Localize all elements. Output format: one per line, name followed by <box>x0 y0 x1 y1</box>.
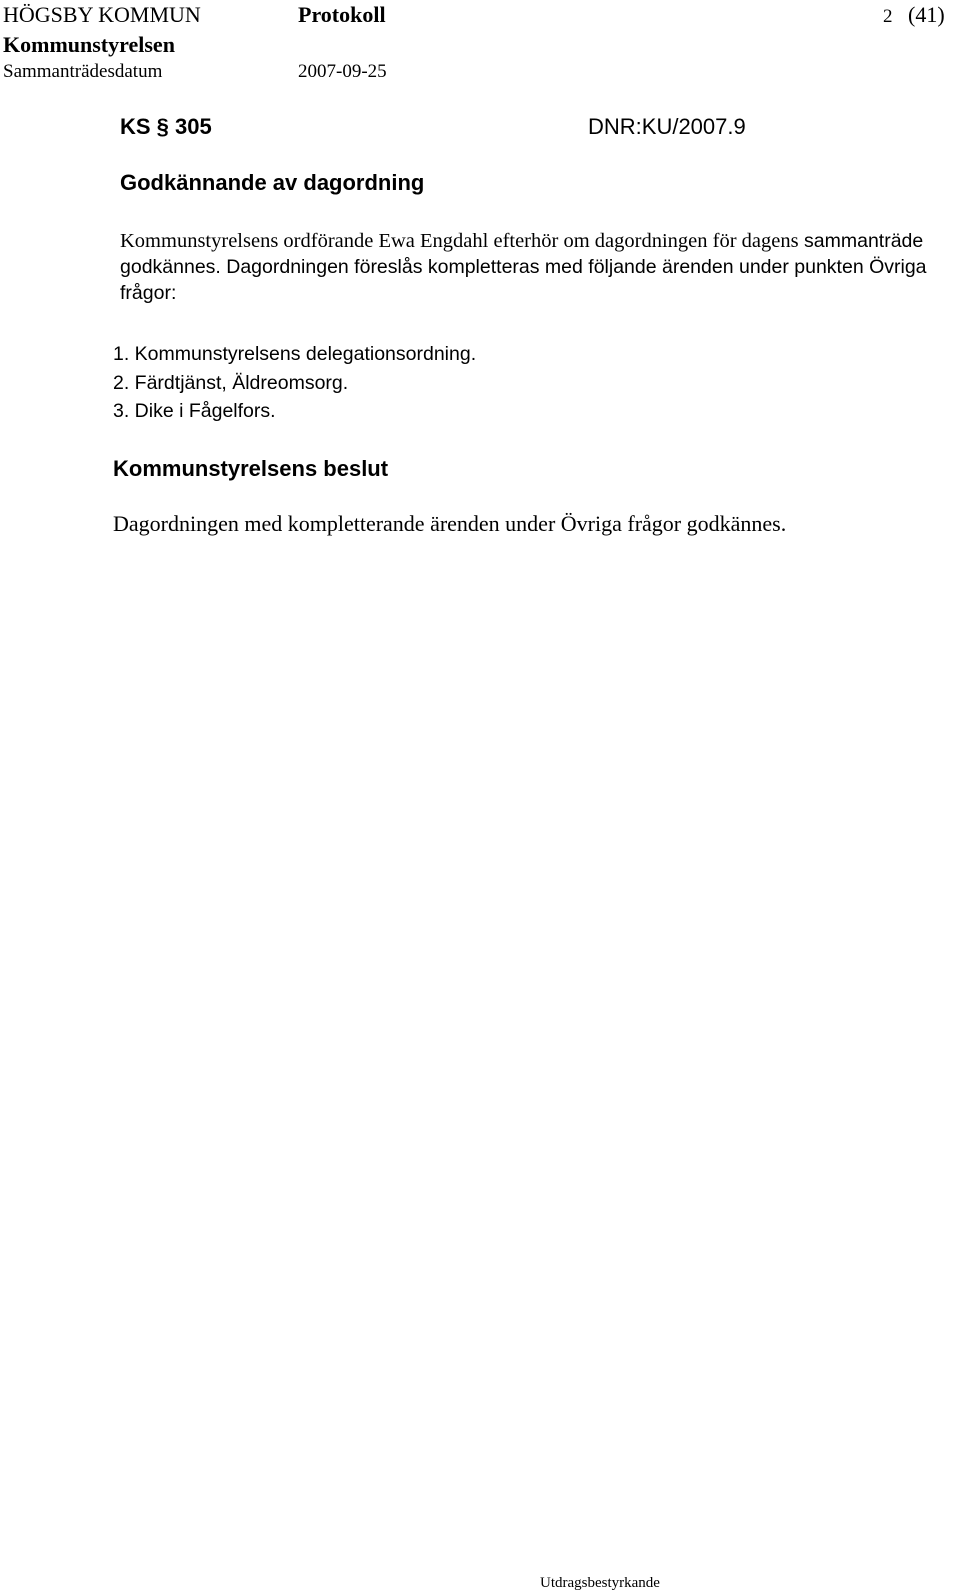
meeting-date-label: Sammanträdesdatum <box>3 61 163 82</box>
organization-name: HÖGSBY KOMMUN <box>3 2 201 27</box>
description-first-line: Kommunstyrelsens ordförande Ewa Engdahl efterhör om dagordningen för dagens <box>120 230 799 252</box>
case-description <box>120 228 950 306</box>
description-continuation: sammanträde godkännes. Dagordningen föreslås kompletteras med följande ärenden under punkten Övriga frågor: <box>120 230 927 304</box>
certification-label: Utdragsbestyrkande <box>540 1575 660 1591</box>
document-type: Protokoll <box>298 2 386 27</box>
decision-heading: Kommunstyrelsens beslut <box>113 456 389 481</box>
list-item: 2. Färdtjänst, Äldreomsorg. <box>113 371 349 394</box>
list-item: 1. Kommunstyrelsens delegationsordning. <box>113 343 477 365</box>
page-total: (41) <box>908 2 945 27</box>
decision-text: Dagordningen med kompletterande ärenden under Övriga frågor godkännes. <box>113 511 787 536</box>
page-number: 2 <box>883 6 893 27</box>
meeting-date: 2007-09-25 <box>298 61 387 82</box>
list-item: 3. Dike i Fågelfors. <box>113 400 276 422</box>
case-heading: Godkännande av dagordning <box>120 170 425 195</box>
body-name: Kommunstyrelsen <box>3 32 175 57</box>
diary-number: DNR:KU/2007.9 <box>588 114 746 139</box>
case-number: KS § 305 <box>120 114 212 139</box>
additional-items-list <box>113 340 476 426</box>
